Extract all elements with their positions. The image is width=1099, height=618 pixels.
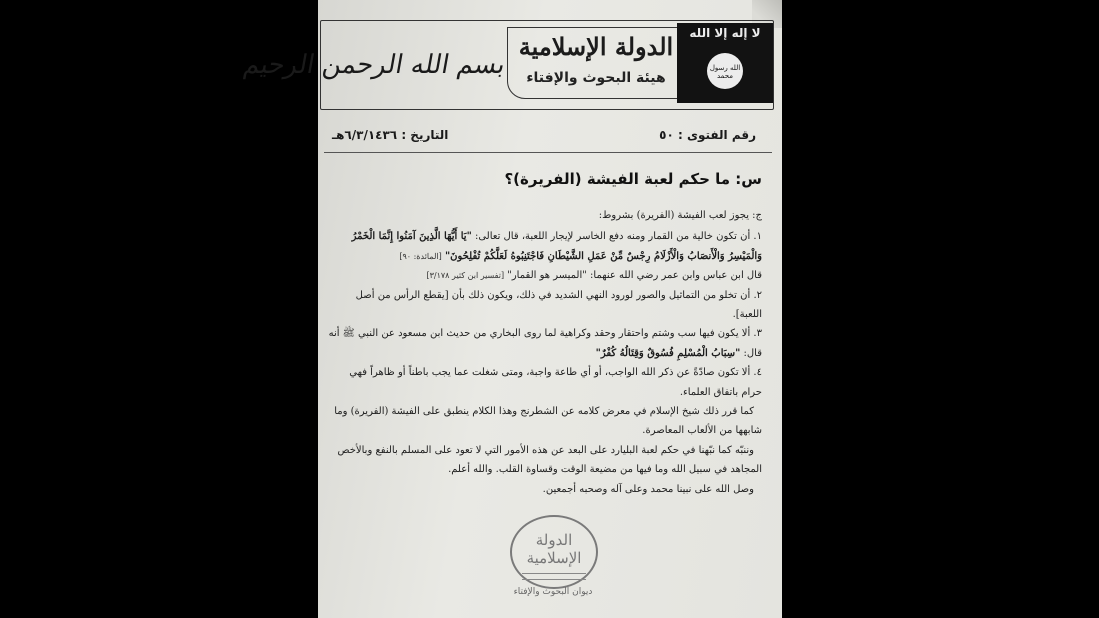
document-date: التاريخ : ٦/٣/١٤٣٦هـ xyxy=(332,128,449,142)
answer-intro: ج: يجوز لعب الفيشة (الفريرة) بشروط: xyxy=(598,210,762,221)
state-name: الدولة الإسلامية xyxy=(518,32,674,61)
condition-3-text: ٣. ألا يكون فيها سب وشتم واحتقار وحقد وكراهية لما روى البخاري من حديث ابن مسعود عن النبي ﷺ أنه قال: xyxy=(328,328,762,359)
divider xyxy=(324,152,772,153)
tafsir-text: قال ابن عباس وابن عمر رضي الله عنهما: "الميسر هو القمار" xyxy=(507,270,762,282)
seal-icon xyxy=(707,53,743,89)
condition-4: ٤. ألا تكون صادّةً عن ذكر الله الواجب، أو أي طاعة واجبة، ومتى شغلت عما يجب باطناً أو ظاهراً فهي حرام باتفاق العلماء. xyxy=(349,367,762,398)
tafsir-line xyxy=(328,266,762,285)
condition-3 xyxy=(328,324,762,363)
document-page xyxy=(241,0,782,618)
paragraph-billiards: وننبّه كما نبّهنا في حكم لعبة البليارد على البعد عن هذه الأمور التي لا تعود على المسلم بالنفع وبالأخص المجاهد في سبيل الله وما فيها من مضيعة الوقت وقساوة القلب. والله أعلم. xyxy=(337,444,762,476)
seal-text: الله رسول محمد xyxy=(709,64,741,80)
hadith-text: "سِبَابُ الْمُسْلِمِ فُسُوقٌ وَقِتَالُهُ كُفْرٌ" xyxy=(595,347,741,359)
flag-text: لا إله إلا الله xyxy=(689,26,761,40)
department-name: هيئة البحوث والإفتاء xyxy=(526,70,666,86)
stamp-bar xyxy=(522,573,586,580)
fatwa-number: رقم الفتوى : ٥٠ xyxy=(659,128,756,142)
official-stamp xyxy=(510,515,598,589)
quran-verse: "يَا أَيُّهَا الَّذِينَ آمَنُوا إِنَّمَا الْخَمْرُ وَالْمَيْسِرُ وَالْأَنصَابُ وَالْأَزْلَامُ رِجْسٌ مِّنْ عَمَلِ الشَّيْطَانِ فَاجْتَنِبُوهُ لَعَلَّكُمْ تُفْلِحُونَ" xyxy=(351,231,762,262)
letterhead xyxy=(241,20,774,110)
condition-1-text: ١. أن تكون خالية من القمار ومنه دفع الخاسر لإيجار اللعبة، قال تعالى: xyxy=(471,231,762,243)
paragraph-chess: كما قرر ذلك شيخ الإسلام في معرض كلامه عن الشطرنج وهذا الكلام ينطبق على الفيشة (الفريرة) وما شابهها من الألعاب المعاصرة. xyxy=(334,406,762,437)
stamp-caption: ديوان البحوث والإفتاء xyxy=(513,587,593,597)
condition-1 xyxy=(328,227,762,266)
flag-emblem xyxy=(677,23,773,103)
condition-2: ٢. أن تخلو من التماثيل والصور لورود النهي الشديد في ذلك، ويكون ذلك بأن [يقطع الرأس من أصل اللعبة]. xyxy=(355,289,762,321)
stamp-text: الدولة الإسلامية xyxy=(526,531,582,567)
tafsir-reference: [تفسير ابن كثير ٣/١٧٨] xyxy=(426,271,505,281)
question-heading: س: ما حكم لعبة الفيشة (الفريرة)؟ xyxy=(504,170,762,188)
answer-body xyxy=(328,206,762,498)
verse-reference: [المائدة: ٩٠] xyxy=(399,251,442,261)
closing-line: وصل الله على نبينا محمد وعلى آله وصحبه أجمعين. xyxy=(542,483,754,495)
basmala-calligraphy: بسم الله الرحمن الرحيم xyxy=(241,50,508,80)
state-name-box xyxy=(507,27,685,99)
document-meta xyxy=(332,128,756,148)
